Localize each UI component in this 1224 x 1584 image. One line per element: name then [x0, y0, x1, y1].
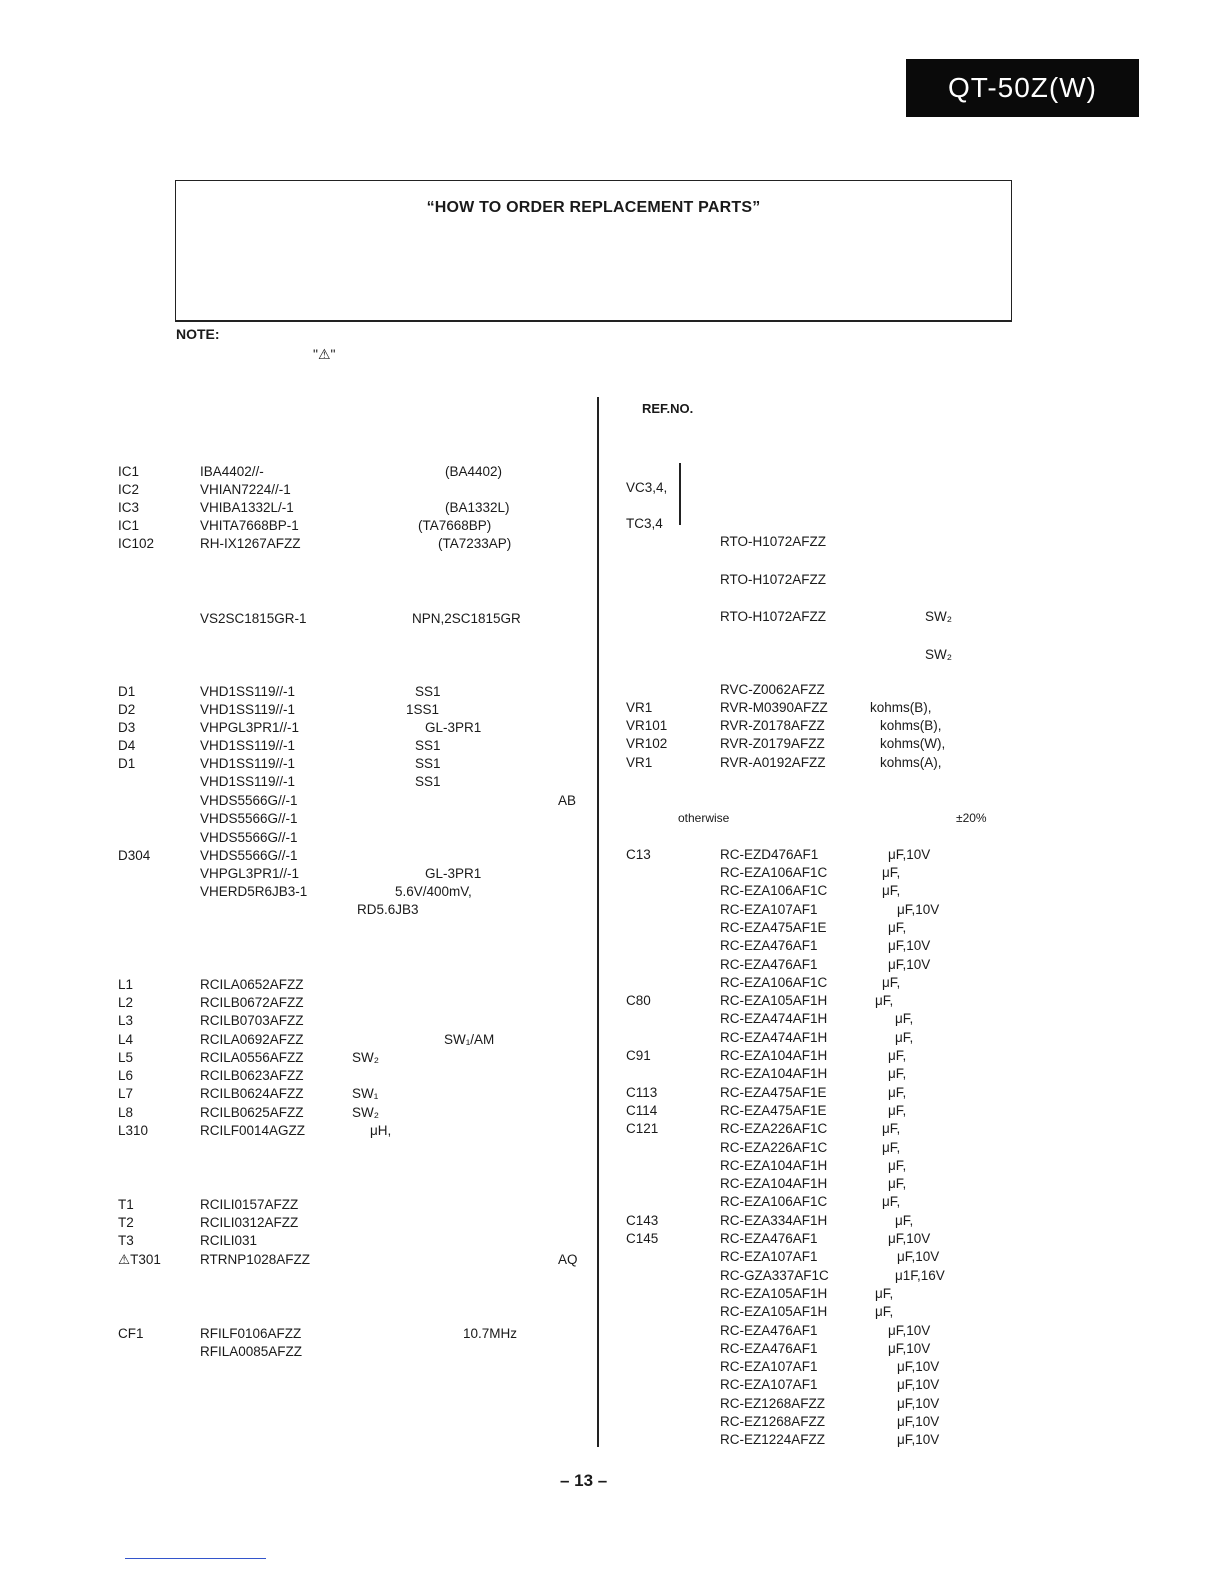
part-description: μF, [882, 883, 901, 898]
ref-number: ⚠T301 [118, 1252, 161, 1267]
part-number: RCILI031 [200, 1233, 258, 1248]
part-description: μF, [888, 1048, 907, 1063]
part-description: μF,10V [897, 1396, 940, 1411]
part-description: μF,10V [897, 1359, 940, 1374]
part-description: μF,10V [897, 1414, 940, 1429]
ref-number: L5 [118, 1050, 134, 1065]
part-number: RCILA0692AFZZ [200, 1032, 304, 1047]
part-number: RC-EZA106AF1C [720, 975, 828, 990]
part-description: SS1 [415, 774, 441, 789]
ref-number: D2 [118, 702, 136, 717]
ref-number: L310 [118, 1123, 149, 1138]
part-number: RC-EZA104AF1H [720, 1066, 828, 1081]
part-number: RC-EZA106AF1C [720, 865, 828, 880]
part-number: RC-EZA104AF1H [720, 1048, 828, 1063]
part-number: RC-EZA226AF1C [720, 1121, 828, 1136]
part-description: μF,10V [897, 902, 940, 917]
part-number: VHPGL3PR1//-1 [200, 866, 300, 881]
part-description: μF,10V [888, 1323, 931, 1338]
ref-number: VR1 [626, 755, 653, 770]
ref-number: IC2 [118, 482, 140, 497]
part-number: RTO-H1072AFZZ [720, 534, 827, 549]
part-number: RC-EZA476AF1 [720, 1323, 818, 1338]
part-number: RCILF0014AGZZ [200, 1123, 306, 1138]
part-description: μF, [882, 1121, 901, 1136]
part-number: RC-EZA474AF1H [720, 1011, 828, 1026]
part-number: RC-GZA337AF1C [720, 1268, 829, 1283]
part-number: RCILA0556AFZZ [200, 1050, 304, 1065]
part-number: RCILI0312AFZZ [200, 1215, 299, 1230]
model-badge: QT-50Z(W) [906, 59, 1139, 117]
part-description: μF, [888, 1103, 907, 1118]
part-description: SW₂ [352, 1050, 379, 1065]
ref-number: L3 [118, 1013, 134, 1028]
part-number: RTRNP1028AFZZ [200, 1252, 311, 1267]
ref-number: D3 [118, 720, 136, 735]
part-number: VHDS5566G//-1 [200, 830, 298, 845]
ref-number: C121 [626, 1121, 659, 1136]
ref-number: VR1 [626, 700, 653, 715]
part-number: RC-EZA104AF1H [720, 1176, 828, 1191]
part-description: μF, [882, 975, 901, 990]
part-number: RC-EZA476AF1 [720, 938, 818, 953]
part-description: μF, [888, 1176, 907, 1191]
part-number: RCILI0157AFZZ [200, 1197, 299, 1212]
part-description: GL-3PR1 [425, 720, 482, 735]
part-description: 10.7MHz [463, 1326, 518, 1341]
part-description: μF, [888, 1066, 907, 1081]
part-description: (BA1332L) [445, 500, 510, 515]
part-number: IBA4402//- [200, 464, 264, 479]
part-description: μF, [875, 1286, 894, 1301]
part-number: VHITA7668BP-1 [200, 518, 299, 533]
ref-number: IC3 [118, 500, 140, 515]
part-description: μF, [882, 1194, 901, 1209]
part-number: RVR-M0390AFZZ [720, 700, 828, 715]
part-description: μF, [882, 1140, 901, 1155]
part-description: μF, [875, 993, 894, 1008]
note-label: NOTE: [176, 326, 220, 342]
part-description: SW₁ [352, 1086, 379, 1101]
part-number: VHPGL3PR1//-1 [200, 720, 300, 735]
part-number: RC-EZA105AF1H [720, 993, 828, 1008]
part-description: NPN,2SC1815GR [412, 611, 521, 626]
ref-number: C145 [626, 1231, 659, 1246]
part-description: μF,10V [888, 847, 931, 862]
ref-number: C114 [626, 1103, 658, 1118]
ref-number: L7 [118, 1086, 134, 1101]
part-description: RD5.6JB3 [357, 902, 419, 917]
part-number: RTO-H1072AFZZ [720, 572, 827, 587]
ref-number: C91 [626, 1048, 651, 1063]
part-number: RCILB0624AFZZ [200, 1086, 304, 1101]
part-description: kohms(A), [880, 755, 942, 770]
ref-number: L4 [118, 1032, 134, 1047]
part-description: μF,10V [888, 957, 931, 972]
part-number: RC-EZA107AF1 [720, 902, 818, 917]
ref-number: D1 [118, 756, 136, 771]
part-description: SW₂ [925, 647, 952, 662]
part-description: kohms(B), [870, 700, 932, 715]
part-number: RC-EZ1268AFZZ [720, 1396, 826, 1411]
part-number: VHDS5566G//-1 [200, 793, 298, 808]
part-description: μF, [888, 920, 907, 935]
safety-symbol: "⚠" [313, 346, 336, 362]
part-description: μF,10V [897, 1249, 940, 1264]
part-description: μF,10V [897, 1432, 940, 1447]
part-description: μF, [875, 1304, 894, 1319]
part-number: RCILB0623AFZZ [200, 1068, 304, 1083]
ref-number: C13 [626, 847, 651, 862]
column-divider [597, 397, 599, 1447]
ref-number: IC1 [118, 464, 140, 479]
part-description: μF, [888, 1158, 907, 1173]
part-number: RC-EZA107AF1 [720, 1377, 818, 1392]
price-code: AQ [558, 1252, 578, 1267]
part-number: RCILB0625AFZZ [200, 1105, 304, 1120]
part-description: μF, [895, 1011, 914, 1026]
ref-number: L1 [118, 977, 134, 992]
part-description: μ1F,16V [895, 1268, 945, 1283]
part-number: RVR-A0192AFZZ [720, 755, 826, 770]
part-description: μF, [888, 1085, 907, 1100]
ref-number: D304 [118, 848, 151, 863]
ref-number: C113 [626, 1085, 658, 1100]
part-description: SW₂ [925, 609, 952, 624]
ref-number: T2 [118, 1215, 134, 1230]
part-description: 5.6V/400mV, [395, 884, 472, 899]
price-code: AB [558, 793, 577, 808]
part-number: RVC-Z0062AFZZ [720, 682, 825, 697]
tolerance-value: ±20% [956, 811, 987, 825]
part-description: μF,10V [888, 938, 931, 953]
part-number: RCILB0672AFZZ [200, 995, 304, 1010]
part-number: VHD1SS119//-1 [200, 684, 296, 699]
order-box-title: “HOW TO ORDER REPLACEMENT PARTS” [426, 199, 761, 216]
part-number: RC-EZA475AF1E [720, 1085, 827, 1100]
part-description: SW₂ [352, 1105, 379, 1120]
page-number: – 13 – [560, 1471, 608, 1490]
part-number: RFILA0085AFZZ [200, 1344, 303, 1359]
part-description: μF, [895, 1030, 914, 1045]
order-info-box [175, 180, 1012, 322]
ref-number: C80 [626, 993, 651, 1008]
ref-number: T1 [118, 1197, 134, 1212]
part-description: (TA7668BP) [418, 518, 492, 533]
part-description: (TA7233AP) [438, 536, 512, 551]
ref-number: L6 [118, 1068, 134, 1083]
part-description: GL-3PR1 [425, 866, 482, 881]
part-number: RC-EZA476AF1 [720, 1231, 818, 1246]
part-description: SS1 [415, 684, 441, 699]
part-number: RC-EZA475AF1E [720, 920, 827, 935]
part-number: VHD1SS119//-1 [200, 702, 296, 717]
part-number: VHDS5566G//-1 [200, 848, 298, 863]
part-number: RVR-Z0179AFZZ [720, 736, 825, 751]
ref-number: D1 [118, 684, 136, 699]
part-description: μH, [370, 1123, 392, 1138]
part-number: VHIAN7224//-1 [200, 482, 291, 497]
ref-number: VR101 [626, 718, 668, 733]
ref-number: D4 [118, 738, 136, 753]
ref-number: L2 [118, 995, 134, 1010]
bracket-line [679, 463, 681, 525]
part-description: μF,10V [888, 1231, 931, 1246]
part-number: VHIBA1332L/-1 [200, 500, 294, 515]
part-number: RCILA0652AFZZ [200, 977, 304, 992]
ref-number: IC102 [118, 536, 155, 551]
part-description: kohms(W), [880, 736, 946, 751]
ref-number: CF1 [118, 1326, 144, 1341]
ref-number: T3 [118, 1233, 134, 1248]
part-number: RC-EZD476AF1 [720, 847, 819, 862]
part-number: RC-EZA105AF1H [720, 1304, 828, 1319]
part-number: RC-EZA106AF1C [720, 883, 828, 898]
part-number: RC-EZA105AF1H [720, 1286, 828, 1301]
part-number: RC-EZA107AF1 [720, 1249, 818, 1264]
tolerance-note: otherwise [678, 811, 730, 825]
part-number: RC-EZ1224AFZZ [720, 1432, 826, 1447]
part-description: μF,10V [888, 1341, 931, 1356]
part-number: RC-EZA475AF1E [720, 1103, 827, 1118]
part-description: kohms(B), [880, 718, 942, 733]
part-number: VS2SC1815GR-1 [200, 611, 307, 626]
part-number: RC-EZA334AF1H [720, 1213, 828, 1228]
part-number: RVR-Z0178AFZZ [720, 718, 825, 733]
part-number: VHD1SS119//-1 [200, 738, 296, 753]
part-description: SS1 [415, 738, 441, 753]
part-description: 1SS1 [406, 702, 440, 717]
part-number: VHDS5566G//-1 [200, 811, 298, 826]
part-number: RC-EZA474AF1H [720, 1030, 828, 1045]
part-description: (BA4402) [445, 464, 503, 479]
part-number: VHERD5R6JB3-1 [200, 884, 308, 899]
part-description: μF, [882, 865, 901, 880]
part-description: μF, [895, 1213, 914, 1228]
ref-number: VR102 [626, 736, 668, 751]
part-number: RC-EZA476AF1 [720, 957, 818, 972]
footer-link-line [125, 1558, 266, 1559]
part-description: SS1 [415, 756, 441, 771]
part-description: μF,10V [897, 1377, 940, 1392]
ref-number: L8 [118, 1105, 134, 1120]
part-description: SW₁/AM [444, 1032, 495, 1047]
ref-number: VC3,4, [626, 480, 668, 495]
part-number: VHD1SS119//-1 [200, 756, 296, 771]
part-number: RCILB0703AFZZ [200, 1013, 304, 1028]
part-number: RC-EZA107AF1 [720, 1359, 818, 1374]
part-number: RFILF0106AFZZ [200, 1326, 302, 1341]
part-number: RH-IX1267AFZZ [200, 536, 301, 551]
ref-no-header: REF.NO. [642, 401, 694, 416]
part-number: RC-EZA476AF1 [720, 1341, 818, 1356]
part-number: RC-EZA104AF1H [720, 1158, 828, 1173]
part-number: RC-EZA106AF1C [720, 1194, 828, 1209]
part-number: RC-EZ1268AFZZ [720, 1414, 826, 1429]
part-number: RC-EZA226AF1C [720, 1140, 828, 1155]
ref-number: C143 [626, 1213, 659, 1228]
part-number: VHD1SS119//-1 [200, 774, 296, 789]
ref-number: IC1 [118, 518, 140, 533]
ref-number: TC3,4 [626, 516, 663, 531]
part-number: RTO-H1072AFZZ [720, 609, 827, 624]
